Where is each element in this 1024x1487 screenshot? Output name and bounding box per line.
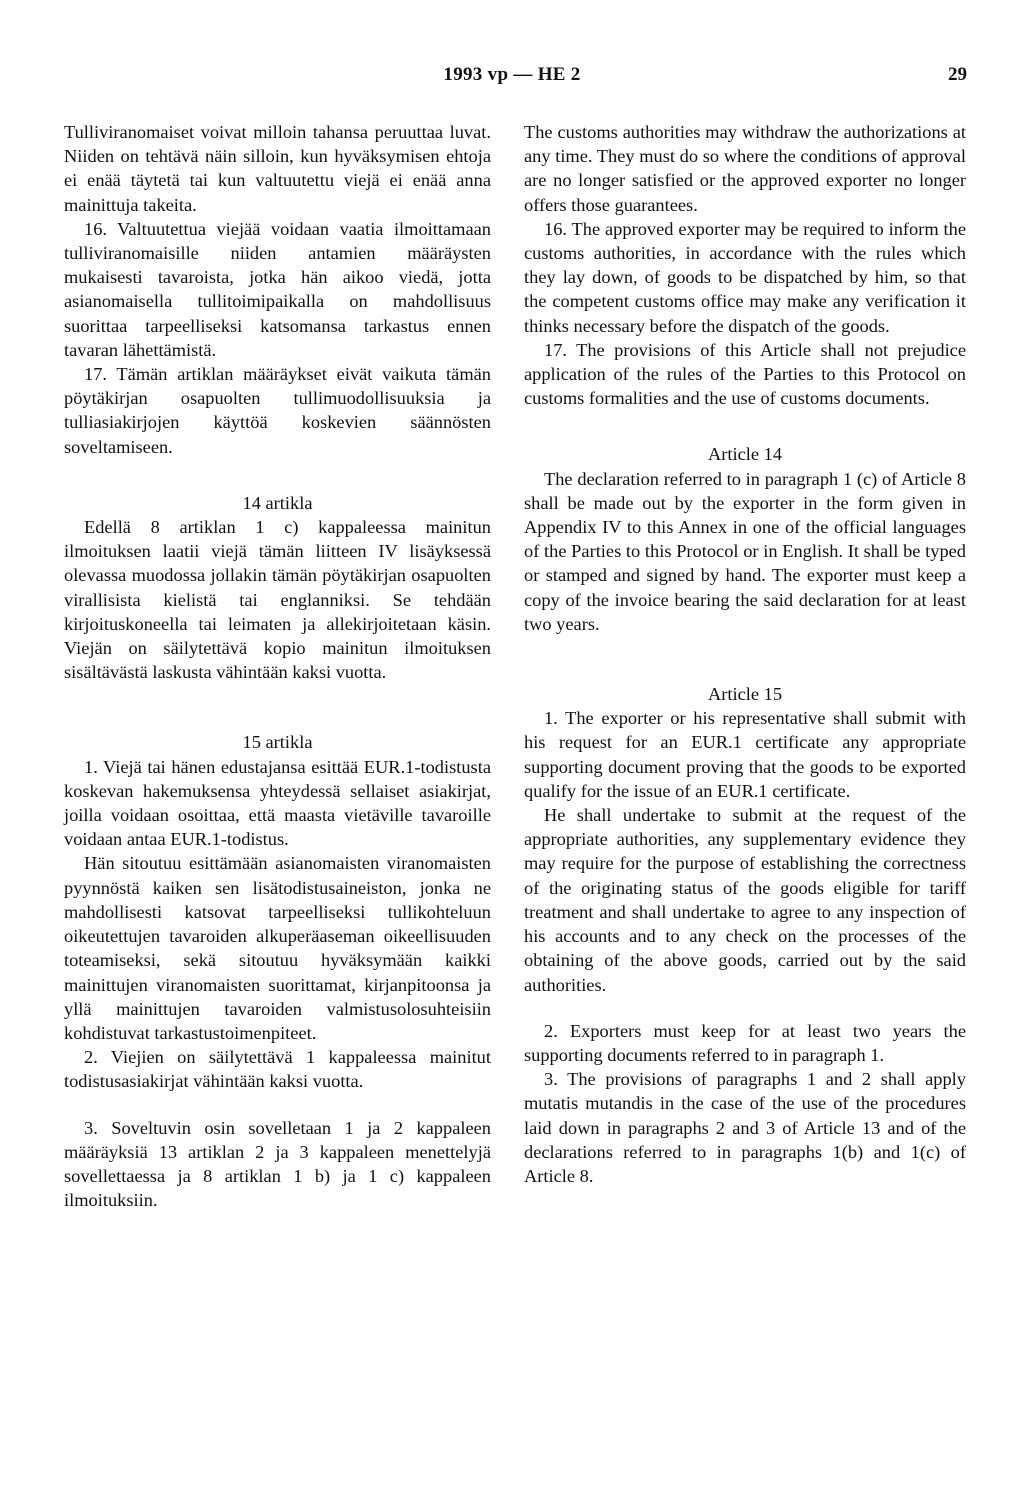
en-paragraph-17: 17. The provisions of this Article shall not prejudice application of the rules of the Parties to this Protocol on customs formalities and the use of customs documents. xyxy=(524,339,966,409)
en-article-15-paragraph-1b: He shall undertake to submit at the request of the appropriate authorities, any supplementary evidence they may require for the purpose of establishing the correctness of the originating status of the goods eligible for tariff treatment and shall undertake to agree to any inspection of his accounts and to any check on the processes of the obtaining of the above goods, carried out by the said authorities. xyxy=(524,805,966,995)
fi-article-15-paragraph-3: 3. Soveltuvin osin sovelletaan 1 ja 2 kappaleen määräyksiä 13 artiklan 2 ja 3 kappaleen menettelyjä sovellettaessa ja 8 artiklan 1 b) ja 1 c) kappaleen ilmoituksiin. xyxy=(64,1117,491,1211)
fi-article-15-paragraph-2: 2. Viejien on säilytettävä 1 kappaleessa mainitut todistusasiakirjat vähintään kaksi vuotta. xyxy=(64,1047,491,1092)
fi-article-14-text: Edellä 8 artiklan 1 c) kappaleessa mainitun ilmoituksen laatii viejä tämän liitteen IV lisäyksessä olevassa muodossa jollakin tämän pöytäkirjan osapuolten virallisista kielistä tai englanniksi. Se tehdään kirjoituskoneella tai leimaten ja allekirjoitetaan käsin. Viejän on säilytettävä kopio mainitun ilmoituksen sisältävästä laskusta vähintään kaksi vuotta. xyxy=(64,517,491,683)
fi-paragraph-17: 17. Tämän artiklan määräykset eivät vaikuta tämän pöytäkirjan osapuolten tullimuodollisuuksia ja tulliasiakirjojen käyttöä koskevien säännösten soveltamiseen. xyxy=(64,364,491,457)
en-article-15-paragraph-2: 2. Exporters must keep for at least two years the supporting documents referred to in paragraph 1. xyxy=(524,1020,966,1065)
en-article-14-text: The declaration referred to in paragraph 1 (c) of Article 8 shall be made out by the exporter in the form given in Appendix IV to this Annex in one of the official languages of the Parties to this Protocol or in English. It shall be typed or stamped and signed by hand. The exporter must keep a copy of the invoice bearing the said declaration for at least two years. xyxy=(524,468,966,634)
fi-article-15-paragraph-1: 1. Viejä tai hänen edustajansa esittää EUR.1-todistusta koskevan hakemuksensa yhteydessä sellaiset asiakirjat, joilla voidaan osoittaa, että maasta vietäville tavaroille voidaan antaa EUR.1-todistus. xyxy=(64,756,491,850)
en-article-15-paragraph-3: 3. The provisions of paragraphs 1 and 2 shall apply mutatis mutandis in the case of the use of the procedures laid down in paragraphs 2 and 3 of Article 13 and of the declarations referred to in paragraphs 1(b) and 1(c) of Article 8. xyxy=(524,1069,966,1186)
fi-article-15-heading: 15 artikla xyxy=(242,732,313,753)
page-number: 29 xyxy=(948,64,967,85)
en-article-14-heading: Article 14 xyxy=(707,444,783,465)
en-paragraph-withdrawal: The customs authorities may withdraw the authorizations at any time. They must do so where the conditions of approval are no longer satisfied or the approved exporter no longer offers those guarantees. xyxy=(524,122,966,215)
en-article-15-heading: Article 15 xyxy=(707,684,783,705)
page-header-title: 1993 vp — HE 2 xyxy=(443,64,581,85)
fi-paragraph-withdrawal: Tulliviranomaiset voivat milloin tahansa peruuttaa luvat. Niiden on tehtävä näin silloin, kun hyväksymisen ehtoja ei enää täytetä tai kun valtuutettu viejä ei enää anna mainittuja takeita. xyxy=(64,122,491,215)
finnish-column xyxy=(64,120,491,1212)
english-column xyxy=(524,120,966,1188)
fi-article-14-heading: 14 artikla xyxy=(242,492,313,513)
fi-article-15-paragraph-1b: Hän sitoutuu esittämään asianomaisten viranomaisten pyynnöstä kaiken sen lisätodistusaineiston, jonka ne mahdollisesti katsovat tarpeelliseksi tullikohteluun oikeutettujen tavaroiden alkuperäaseman oikeellisuuden toteamiseksi, sekä sitoutuu hyväksymään kaikki mainittujen viranomaisten suorittamat, kirjanpitoonsa ja yllä mainittujen tavaroiden valmistusolosuhteisiin kohdistuvat tarkastustoimenpiteet. xyxy=(64,853,491,1043)
en-article-15-paragraph-1: 1. The exporter or his representative shall submit with his request for an EUR.1 certificate any appropriate supporting document proving that the goods to be exported qualify for the issue of an EUR.1 certificate. xyxy=(524,708,966,801)
fi-paragraph-16: 16. Valtuutettua viejää voidaan vaatia ilmoittamaan tulliviranomaisille niiden antamien määräysten mukaisesti tavaroista, jotka hän aikoo viedä, jotta asianomaisella tullitoimipaikalla on mahdollisuus suorittaa tarpeelliseksi katsomansa tarkastus ennen tavaran lähettämistä. xyxy=(64,218,491,360)
en-paragraph-16: 16. The approved exporter may be required to inform the customs authorities, in accordance with the rules which they lay down, of goods to be dispatched by him, so that the competent customs office may make any verification it thinks necessary before the dispatch of the goods. xyxy=(524,218,966,336)
